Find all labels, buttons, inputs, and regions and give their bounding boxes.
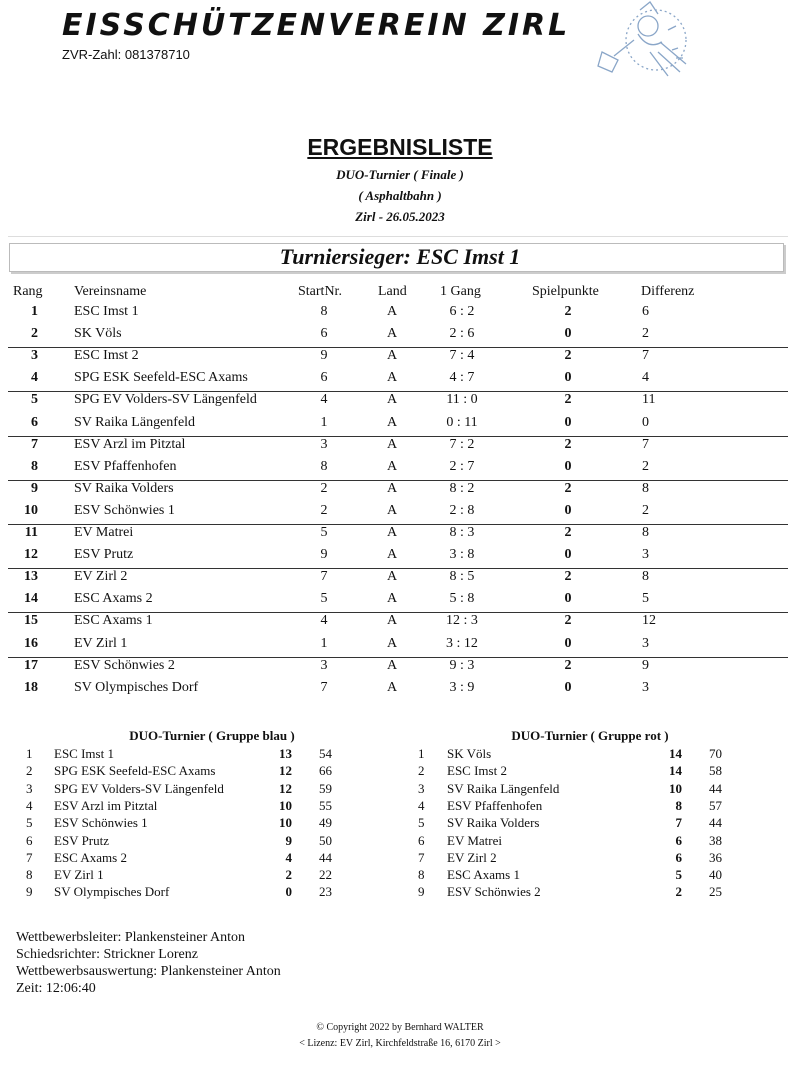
group-red-score: 36	[709, 849, 722, 865]
result-rank: 17	[24, 657, 38, 673]
group-red-club: ESV Pfaffenhofen	[447, 797, 543, 813]
result-club: SPG EV Volders-SV Längenfeld	[74, 392, 257, 408]
result-points: 0	[564, 370, 572, 386]
result-land: A	[386, 414, 398, 430]
result-land: A	[386, 480, 398, 496]
result-land: A	[386, 635, 398, 651]
group-blue-rank: 6	[26, 832, 33, 848]
result-club: EV Matrei	[74, 525, 134, 540]
result-startnr: 7	[320, 679, 328, 695]
group-red-club: SV Raika Längenfeld	[447, 780, 560, 796]
group-blue-club: SPG ESK Seefeld-ESC Axams	[54, 763, 216, 779]
result-points: 0	[564, 679, 572, 695]
result-difference: 2	[642, 326, 649, 342]
group-blue-rank: 8	[26, 867, 33, 883]
result-rank: 1	[31, 304, 38, 319]
result-points: 2	[564, 525, 572, 540]
result-difference: 9	[642, 657, 649, 673]
group-red-club: ESV Schönwies 2	[447, 884, 541, 900]
result-club: ESV Pfaffenhofen	[74, 458, 177, 474]
group-red-club: EV Zirl 2	[447, 849, 497, 865]
group-blue-score: 49	[319, 815, 332, 831]
group-blue-score: 23	[319, 884, 332, 900]
official-referee: Schiedsrichter: Strickner Lorenz	[16, 947, 198, 962]
group-red-rank: 9	[418, 884, 425, 900]
group-blue-rank: 3	[26, 780, 33, 796]
result-points: 0	[564, 458, 572, 474]
group-blue-rank: 2	[26, 763, 33, 779]
group-red-score: 44	[709, 780, 722, 796]
header-land: Land	[378, 284, 407, 299]
group-red-score: 57	[709, 797, 722, 813]
result-rank: 9	[31, 480, 38, 496]
result-difference: 8	[642, 569, 649, 585]
group-blue-score: 44	[319, 849, 332, 865]
result-rank: 2	[31, 326, 38, 342]
result-gang: 7 : 2	[449, 436, 475, 452]
group-blue-points: 4	[285, 849, 292, 865]
group-blue-score: 22	[319, 867, 332, 883]
group-red-club: SV Raika Volders	[447, 815, 540, 831]
result-startnr: 1	[320, 414, 328, 430]
group-blue-score: 66	[319, 763, 332, 779]
group-red-points: 5	[675, 867, 682, 883]
result-points: 0	[564, 414, 572, 430]
result-land: A	[386, 569, 398, 585]
result-startnr: 7	[320, 569, 328, 585]
result-land: A	[386, 304, 398, 319]
result-difference: 5	[642, 591, 649, 607]
result-gang: 5 : 8	[449, 591, 475, 607]
result-gang: 3 : 12	[446, 635, 478, 651]
result-points: 2	[564, 348, 572, 364]
result-rank: 8	[31, 458, 38, 474]
result-club: SPG ESK Seefeld-ESC Axams	[74, 370, 248, 386]
result-startnr: 9	[320, 547, 328, 563]
official-leader: Wettbewerbsleiter: Plankensteiner Anton	[16, 930, 246, 945]
header-rank: Rang	[13, 284, 43, 299]
result-points: 2	[564, 304, 572, 319]
result-difference: 3	[642, 635, 649, 651]
result-club: ESC Imst 2	[74, 348, 139, 364]
header-points: Spielpunkte	[532, 284, 599, 299]
result-land: A	[386, 525, 398, 540]
group-red-points: 6	[675, 832, 682, 848]
result-land: A	[386, 370, 398, 386]
subtitle-tournament: DUO-Turnier ( Finale )	[336, 167, 464, 182]
group-red-rank: 2	[418, 763, 425, 779]
result-club: ESC Axams 2	[74, 591, 153, 607]
result-startnr: 8	[320, 458, 328, 474]
result-startnr: 4	[320, 392, 328, 408]
result-gang: 0 : 11	[446, 414, 478, 430]
result-startnr: 2	[320, 480, 328, 496]
group-red-points: 10	[669, 780, 682, 796]
result-club: SV Raika Längenfeld	[74, 414, 196, 430]
group-blue-score: 54	[319, 746, 332, 761]
group-red-rank: 1	[418, 746, 425, 761]
result-club: SK Völs	[74, 326, 122, 342]
group-red-score: 44	[709, 815, 722, 831]
group-red-rank: 4	[418, 797, 425, 813]
result-difference: 6	[642, 304, 649, 319]
result-startnr: 6	[320, 370, 328, 386]
header-startnr: StartNr.	[298, 284, 342, 299]
result-difference: 3	[642, 547, 649, 563]
result-gang: 2 : 6	[449, 326, 475, 342]
result-points: 2	[564, 657, 572, 673]
result-rank: 10	[24, 502, 38, 518]
result-rank: 4	[31, 370, 38, 386]
result-club: ESV Prutz	[74, 547, 134, 563]
result-startnr: 5	[320, 525, 328, 540]
group-red-score: 58	[709, 763, 722, 779]
group-red-points: 2	[675, 884, 682, 900]
divider	[8, 236, 788, 237]
zvr-number: ZVR-Zahl: 081378710	[62, 47, 190, 62]
result-rank: 7	[31, 436, 38, 452]
result-gang: 9 : 3	[449, 657, 475, 673]
group-blue-club: ESC Axams 2	[54, 849, 127, 865]
group-red-rank: 3	[418, 780, 425, 796]
group-red-score: 38	[709, 832, 722, 848]
group-blue-title: DUO-Turnier ( Gruppe blau )	[129, 728, 295, 743]
result-gang: 4 : 7	[449, 370, 475, 386]
result-land: A	[386, 458, 398, 474]
group-blue-rank: 5	[26, 815, 33, 831]
result-club: SV Raika Volders	[74, 480, 174, 496]
group-blue-points: 10	[279, 797, 292, 813]
result-difference: 2	[642, 502, 649, 518]
group-red-score: 70	[709, 746, 722, 761]
result-gang: 6 : 2	[449, 304, 475, 319]
result-difference: 7	[642, 348, 649, 364]
group-red-rank: 8	[418, 867, 425, 883]
group-blue-score: 50	[319, 832, 332, 848]
result-difference: 0	[642, 414, 649, 430]
official-evaluation: Wettbewerbsauswertung: Plankensteiner Anton	[16, 964, 281, 979]
header-gang: 1 Gang	[440, 284, 481, 299]
result-club: ESC Axams 1	[74, 613, 153, 629]
result-land: A	[386, 613, 398, 629]
result-land: A	[386, 657, 398, 673]
result-rank: 18	[24, 679, 38, 695]
result-startnr: 1	[320, 635, 328, 651]
result-land: A	[386, 348, 398, 364]
result-rank: 3	[31, 348, 38, 364]
result-gang: 2 : 8	[449, 502, 475, 518]
result-startnr: 2	[320, 502, 328, 518]
result-startnr: 3	[320, 436, 328, 452]
result-difference: 2	[642, 458, 649, 474]
page-title: ERGEBNISLISTE	[307, 134, 493, 160]
group-blue-rank: 7	[26, 849, 33, 865]
result-club: ESV Schönwies 2	[74, 657, 175, 673]
group-blue-points: 12	[279, 763, 292, 779]
result-startnr: 8	[320, 304, 328, 319]
result-rank: 14	[24, 591, 38, 607]
group-red-rank: 7	[418, 849, 425, 865]
group-blue-score: 59	[319, 780, 332, 796]
result-club: SV Olympisches Dorf	[74, 679, 199, 695]
result-gang: 8 : 3	[449, 525, 475, 540]
result-points: 0	[564, 547, 572, 563]
result-land: A	[386, 326, 398, 342]
result-rank: 13	[24, 569, 38, 585]
result-land: A	[386, 502, 398, 518]
group-red-points: 7	[675, 815, 682, 831]
result-difference: 12	[642, 613, 656, 629]
result-club: EV Zirl 2	[74, 569, 128, 585]
result-startnr: 3	[320, 657, 328, 673]
group-red-club: ESC Imst 2	[447, 763, 507, 779]
group-blue-club: ESV Schönwies 1	[54, 815, 148, 831]
group-red-points: 6	[675, 849, 682, 865]
group-blue-club: ESV Prutz	[54, 832, 110, 848]
result-difference: 4	[642, 370, 649, 386]
group-blue-rank: 1	[26, 746, 33, 761]
group-red-points: 14	[669, 763, 682, 779]
result-club: ESV Arzl im Pitztal	[74, 436, 186, 452]
result-points: 0	[564, 635, 572, 651]
result-gang: 11 : 0	[446, 392, 478, 408]
group-red-points: 8	[675, 797, 682, 813]
result-rank: 16	[24, 635, 38, 651]
result-difference: 7	[642, 436, 649, 452]
group-blue-points: 9	[285, 832, 292, 848]
curler-logo-icon	[588, 0, 698, 92]
result-difference: 11	[642, 392, 656, 408]
result-startnr: 6	[320, 326, 328, 342]
result-difference: 8	[642, 480, 649, 496]
result-points: 2	[564, 613, 572, 629]
result-land: A	[386, 436, 398, 452]
group-red-club: EV Matrei	[447, 832, 502, 848]
result-gang: 12 : 3	[446, 613, 478, 629]
tournament-winner: Turniersieger: ESC Imst 1	[279, 244, 521, 269]
group-red-club: SK Völs	[447, 746, 492, 761]
group-blue-club: ESV Arzl im Pitztal	[54, 797, 158, 813]
subtitle-date: Zirl - 26.05.2023	[355, 209, 445, 224]
result-startnr: 4	[320, 613, 328, 629]
result-club: EV Zirl 1	[74, 635, 128, 651]
copyright: © Copyright 2022 by Bernhard WALTER	[316, 1022, 484, 1033]
group-blue-rank: 9	[26, 884, 33, 900]
group-blue-rank: 4	[26, 797, 33, 813]
result-rank: 6	[31, 414, 38, 430]
result-startnr: 5	[320, 591, 328, 607]
result-startnr: 9	[320, 348, 328, 364]
result-land: A	[386, 547, 398, 563]
result-rank: 15	[24, 613, 38, 629]
group-blue-points: 12	[279, 780, 292, 796]
license: < Lizenz: EV Zirl, Kirchfeldstraße 16, 6170 Zirl >	[299, 1038, 501, 1049]
club-name: EISSCHÜTZENVEREIN ZIRL	[62, 8, 571, 43]
result-rank: 12	[24, 547, 38, 563]
group-blue-points: 13	[279, 746, 292, 761]
header-club: Vereinsname	[74, 284, 147, 299]
result-club: ESV Schönwies 1	[74, 502, 175, 518]
result-points: 0	[564, 502, 572, 518]
group-blue-club: ESC Imst 1	[54, 746, 114, 761]
result-gang: 3 : 9	[449, 679, 475, 695]
result-points: 2	[564, 480, 572, 496]
result-gang: 3 : 8	[449, 547, 475, 563]
result-points: 2	[564, 569, 572, 585]
result-points: 0	[564, 591, 572, 607]
result-gang: 2 : 7	[449, 458, 475, 474]
result-club: ESC Imst 1	[74, 304, 139, 319]
subtitle-track: ( Asphaltbahn )	[358, 188, 442, 203]
group-blue-points: 0	[285, 884, 292, 900]
group-red-score: 40	[709, 867, 722, 883]
group-blue-points: 2	[285, 867, 292, 883]
group-blue-club: EV Zirl 1	[54, 867, 104, 883]
group-red-title: DUO-Turnier ( Gruppe rot )	[511, 728, 669, 743]
result-difference: 3	[642, 679, 649, 695]
result-points: 0	[564, 326, 572, 342]
result-points: 2	[564, 436, 572, 452]
group-red-score: 25	[709, 884, 722, 900]
group-blue-points: 10	[279, 815, 292, 831]
group-red-points: 14	[669, 746, 682, 761]
result-gang: 7 : 4	[449, 348, 475, 364]
time-stamp: Zeit: 12:06:40	[16, 981, 96, 996]
result-land: A	[386, 679, 398, 695]
group-blue-club: SPG EV Volders-SV Längenfeld	[54, 780, 224, 796]
result-difference: 8	[642, 525, 649, 540]
result-rank: 5	[31, 392, 38, 408]
result-gang: 8 : 5	[449, 569, 475, 585]
result-gang: 8 : 2	[449, 480, 475, 496]
result-land: A	[386, 392, 398, 408]
header-difference: Differenz	[641, 284, 695, 299]
result-land: A	[386, 591, 398, 607]
group-red-rank: 6	[418, 832, 425, 848]
group-red-rank: 5	[418, 815, 425, 831]
group-red-club: ESC Axams 1	[447, 867, 520, 883]
result-points: 2	[564, 392, 572, 408]
group-blue-club: SV Olympisches Dorf	[54, 884, 170, 900]
result-rank: 11	[24, 525, 38, 540]
group-blue-score: 55	[319, 797, 332, 813]
